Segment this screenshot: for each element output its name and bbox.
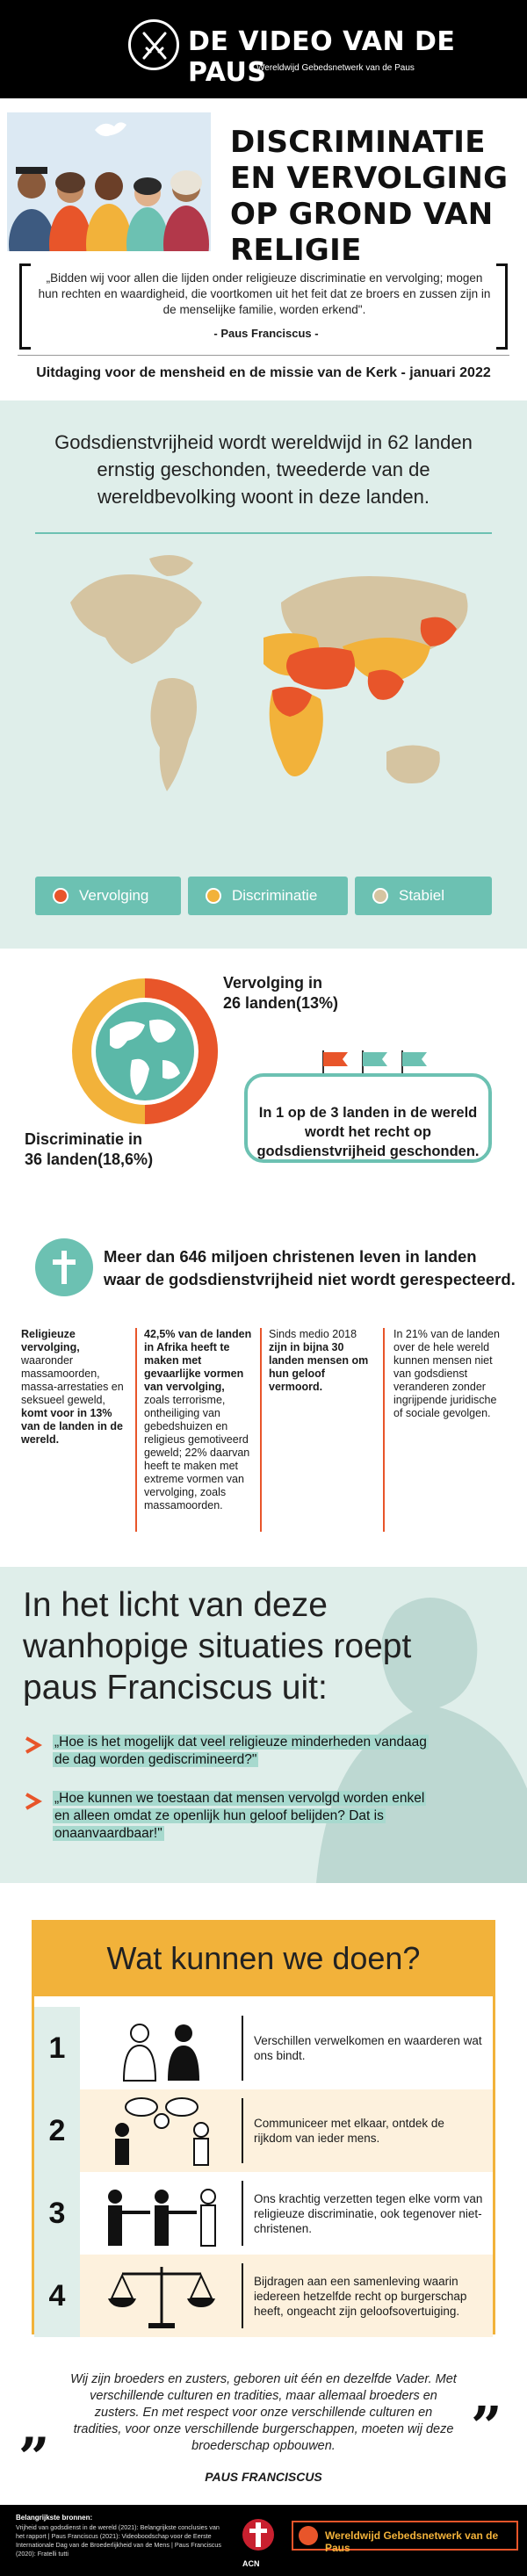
fact-text: zoals terrorisme, ontheiliging van gebedshuizen en religieus gemotiveerd geweld; 22% daarvan heeft te maken met extreme vormen van vervolging, zoals massamoorden. (144, 1394, 250, 1512)
world-map (53, 550, 483, 813)
fact-column (21, 1328, 130, 1447)
todo-number: 2 (34, 2089, 80, 2172)
todo-text: Ons krachtig verzetten tegen elke vorm van religieuze discriminatie, ook tegenover niet-christenen. (254, 2191, 483, 2235)
speech-bubbles-icon (96, 2095, 227, 2167)
network-logo (292, 2521, 518, 2554)
open-quote-icon: „ (19, 2394, 51, 2458)
legend-dot (372, 888, 388, 904)
todo-number: 4 (34, 2255, 80, 2337)
challenge-subtitle: Uitdaging voor de mensheid en de missie van de Kerk - januari 2022 (36, 365, 491, 380)
appeal-headline: In het licht van deze wanhopige situaties roept paus Franciscus uit: (23, 1586, 412, 1707)
discrimination-stat-line1: Discriminatie in (25, 1130, 143, 1148)
todo-divider (242, 2181, 243, 2246)
todo-item (34, 2172, 493, 2255)
header-bar (0, 0, 527, 98)
fact-text: waaronder massamoorden, massa-arrestaties en seksueel geweld, (21, 1354, 124, 1406)
todo-text: Communiceer met elkaar, ontdek de rijkdom van ieder mens. (254, 2117, 444, 2145)
fact-column (144, 1328, 253, 1512)
legend-label: Vervolging (79, 887, 149, 904)
chevron-right-icon (23, 1792, 42, 1811)
pope-quote: „Bidden wij voor allen die lijden onder religieuze discriminatie en vervolging; mogen hun rechten en waardigheid, die voortkomen uit het feit dat ze broers en zussen zijn in de menselijke familie, worden erkend". (38, 271, 491, 316)
crossed-keys-icon (128, 19, 179, 70)
network-name: Wereldwijd Gebedsnetwerk van de Paus (325, 2529, 499, 2554)
fact-text: Sinds medio 2018 (269, 1328, 357, 1340)
footer (0, 2505, 527, 2576)
legend-dot (206, 888, 221, 904)
fact-column (269, 1328, 378, 1394)
divider (35, 532, 492, 534)
close-quote-icon: ” (471, 2394, 502, 2458)
map-headline: Godsdienstvrijheid wordt wereldwijd in 62 landen ernstig geschonden, tweederde van de wereldbevolking woont in deze landen. (54, 431, 473, 508)
cross-icon (35, 1238, 93, 1296)
todo-item (34, 2255, 493, 2337)
appeal-question-2-text: „Hoe kunnen we toestaan dat mensen vervolgd worden enkel en alleen omdat ze openlijk hun geloof belijden? Dat is onaanvaardbaar!" (54, 1791, 425, 1841)
scales-icon (96, 2260, 227, 2332)
sources-title: Belangrijkste bronnen: (16, 2514, 93, 2522)
two-people-icon (96, 2012, 227, 2084)
one-in-three-text: In 1 op de 3 landen in de wereld wordt het recht op godsdienstvrijheid geschonden. (256, 1105, 480, 1159)
fact-bold: 42,5% van de landen in Afrika heeft te maken met gevaarlijke vormen van vervolging, (144, 1328, 252, 1393)
todo-divider (242, 2098, 243, 2163)
closing-author: PAUS FRANCISCUS (205, 2470, 322, 2484)
brand-subtitle: Wereldwijd Gebedsnetwerk van de Paus (256, 63, 415, 73)
todo-item (34, 2089, 493, 2172)
facts-columns (21, 1328, 513, 1530)
globe-donut (70, 977, 220, 1126)
discrimination-stat-line2: 36 landen(18,6%) (25, 1151, 154, 1168)
legend-dot (53, 888, 69, 904)
todo-number: 3 (34, 2172, 80, 2255)
sources-text: Vrijheid van godsdienst in de wereld (2021): Belangrijkste conclusies van het rapport | Paus Franciscus (2021): Videoboodschap voor de Eerste Internationale Dag van de Broederlijkheid van de Mens | Paus Franciscus (2020): Fratelli tutti (16, 2523, 221, 2558)
persecution-stat (223, 973, 338, 1014)
quote-box (19, 263, 508, 350)
appeal-section (0, 1567, 527, 1883)
divider (18, 355, 509, 356)
todo-text: Verschillen verwelkomen en waarderen wat ons bindt. (254, 2034, 482, 2062)
todo-number: 1 (34, 2007, 80, 2089)
todo-header (34, 1923, 493, 1996)
todo-divider (242, 2263, 243, 2328)
christians-headline: Meer dan 646 miljoen christenen leven in landen waar de godsdienstvrijheid niet wordt gerespecteerd. (104, 1247, 516, 1288)
appeal-question-2 (53, 1790, 439, 1843)
todo-title: Wat kunnen we doen? (106, 1940, 421, 1976)
people-illustration (7, 112, 211, 251)
discrimination-stat (25, 1129, 153, 1170)
fact-column (393, 1328, 502, 1420)
fact-bold: Religieuze vervolging, (21, 1328, 80, 1353)
quote-author: - Paus Franciscus - (213, 327, 319, 340)
fact-text: In 21% van de landen over de hele wereld kunnen mensen niet van godsdienst veranderen zonder ingrijpende juridische of sociale gevolgen. (393, 1328, 500, 1419)
network-badge-icon (299, 2526, 318, 2545)
persecution-stat-line1: Vervolging in (223, 974, 323, 992)
page-title: DISCRIMINATIE EN VERVOLGING OP GROND VAN RELIGIE (230, 125, 509, 268)
appeal-question-1 (53, 1734, 430, 1769)
legend-persecution (35, 877, 181, 915)
world-map-section (0, 400, 527, 949)
todo-item (34, 2007, 493, 2089)
column-divider (135, 1328, 137, 1532)
legend-stable (355, 877, 492, 915)
appeal-question-1-text: „Hoe is het mogelijk dat veel religieuze minderheden vandaag de dag worden gediscrimineerd?" (54, 1735, 427, 1767)
column-divider (260, 1328, 262, 1532)
persecution-stat-line2: 26 landen(13%) (223, 994, 339, 1012)
todo-divider (242, 2016, 243, 2081)
acn-label: ACN (242, 2559, 260, 2568)
fact-bold: komt voor in 13% van de landen in de wereld. (21, 1407, 123, 1446)
fact-bold: zijn in bijna 30 landen mensen om hun geloof vermoord. (269, 1341, 369, 1393)
legend-label: Stabiel (399, 887, 444, 904)
brand-title: DE VIDEO VAN DE PAUS (188, 26, 456, 88)
column-divider (383, 1328, 385, 1532)
what-can-we-do (32, 1920, 495, 2334)
one-in-three-box (244, 1073, 492, 1163)
todo-text: Bijdragen aan een samenleving waarin iedereen hetzelfde recht op burgerschap heeft, ongeacht zijn geloofsovertuiging. (254, 2274, 467, 2318)
stop-hand-icon (96, 2177, 227, 2249)
legend-label: Discriminatie (232, 887, 318, 904)
legend-discrimination (188, 877, 348, 915)
closing-quote: Wij zijn broeders en zusters, geboren uit één en dezelfde Vader. Met verschillende culturen en tradities, maar allemaal broeders en zusters. En met respect voor onze verschillende culturen en tradities, voor onze verschillende burgerschappen, moeten wij deze broederschap opbouwen. (70, 2372, 457, 2453)
chevron-right-icon (23, 1735, 42, 1755)
